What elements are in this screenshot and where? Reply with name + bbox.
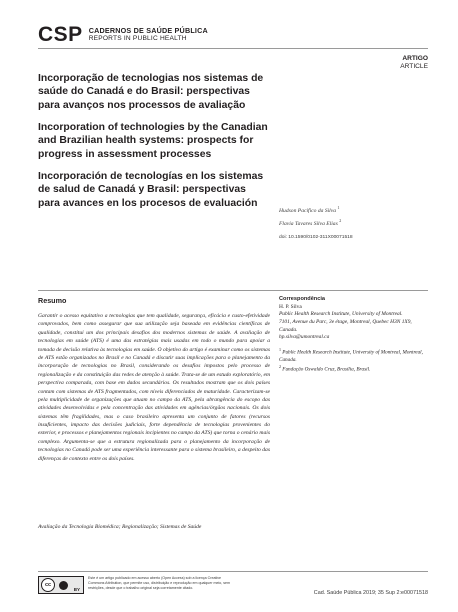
journal-name-en: REPORTS IN PUBLIC HEALTH [88,34,187,42]
article-titles [38,72,270,210]
section-divider [38,290,428,291]
correspondence-heading: Correspondência [279,296,326,302]
footer-divider [38,571,428,572]
article-type-en: ARTICLE [400,63,428,71]
attribution-icon [59,581,68,590]
correspondence-address: Public Health Research Institute, University of Montreal. [279,311,403,318]
doi-link[interactable]: doi: 10.1590/0102-311X00071518 [279,235,353,240]
abstract-body: Garantir o acesso equitativo a tecnologias que tem qualidade, segurança, eficácia e custo-efetividade comprovados, bem como assegurar que sua utilização seja baseada em evidências científicas de qualidade, constitui um dos principais desafios dos modernos sistemas de saúde. A avaliação de tecnologias em saúde (ATS) é uma das estratégias mais usadas em todo o mundo para apoiar a tomada de decisão relativa às tecnologias em saúde. O objetivo do artigo é examinar como os sistemas de ATS estão organizados no Brasil e no Canadá e discutir suas implicações para o planejamento da incorporação de tecnologias no Brasil, considerando os desafios impostos pelo processo de regionalização e da constituição das redes de atenção à saúde. Trata-se de um estudo exploratório, em perspectiva comparada, com base em dados secundários. Os resultados mostram que os dois países contam com sistemas de ATS fragmentados, com níveis diferenciados de maturidade. Caracterizam-se pela multiplicidade de organizações que atuam no campo da ATS, pela abrangência do escopo das atividades desenvolvidas e pela concentração das atividades em agências/órgãos nacionais. Os dois sistemas têm fragilidades, mas o caso brasileiro apresenta um conjunto de fatores (recursos insuficientes, impacto das decisões judiciais, forte dependência de tecnologias provenientes do exterior, e processos e planejamentos regionais incipientes no campo da ATS) que torna o cenário mais complexo. Argumenta-se que a estrutura regionalizada para o planejamento da incorporação de tecnologias no Canadá pode ser uma experiência interessante para o sistema brasileiro, a despeito das diferenças de contexto entre os dois países. [38,313,270,462]
correspondence-block [279,296,429,342]
title-english: Incorporation of technologies by the Canadian and Brazilian health systems: prospects for progress in assessment processes [38,121,268,160]
journal-header [38,24,208,45]
keywords: Avaliação da Tecnologia Biomédica; Regionalização; Sistemas de Saúde [38,524,202,530]
license-text: Este é um artigo publicado em acesso aberto (Open Access) sob a licença Creative Commons Attribution, que permite uso, distribuição e reprodução em qualquer meio, sem restrições, desde que o trabalho original seja corretamente citado. [88,576,231,590]
creative-commons-icon: cc [41,578,55,592]
author: Hudson Pacifico da Silva $^1$ [279,205,340,214]
journal-name-pt: CADERNOS DE SAÚDE PÚBLICA [88,25,208,35]
affiliation: $^2$ Fundação Oswaldo Cruz, Brasília, Brasil. [279,364,371,373]
article-type [400,55,428,71]
correspondence-name: H. P. Silva [279,303,302,310]
correspondence-email[interactable]: hp.silva@umontreal.ca [279,334,330,341]
header-divider [38,48,428,49]
citation: Cad. Saúde Pública 2019; 35 Sup 2:e00071518 [313,590,428,596]
affiliation: $^1$ Public Health Research Institute, University of Montreal, Montreal, Canada. [279,347,423,364]
article-type-pt: ARTIGO [402,55,428,62]
author-list [279,204,341,229]
author: Flavia Tavares Silva Elias $^2$ [279,217,342,227]
csp-logo: CSP [38,23,83,46]
title-spanish: Incorporación de tecnologías en los sistemas de salud de Canadá y Brasil: perspectivas para avances en los procesos de evaluación [38,170,264,209]
correspondence-street: 7101, Avenue du Parc, 3e étage, Montreal, Quebec H3N 1X9, Canada. [279,318,412,333]
journal-name [89,27,208,43]
title-portuguese: Incorporação de tecnologias nos sistemas de saúde do Canadá e do Brasil: perspectivas para avanços nos processos de avaliação [38,73,264,111]
cc-by-label: BY [73,587,80,592]
cc-by-license-badge[interactable] [38,576,84,594]
abstract-heading: Resumo [38,296,67,305]
